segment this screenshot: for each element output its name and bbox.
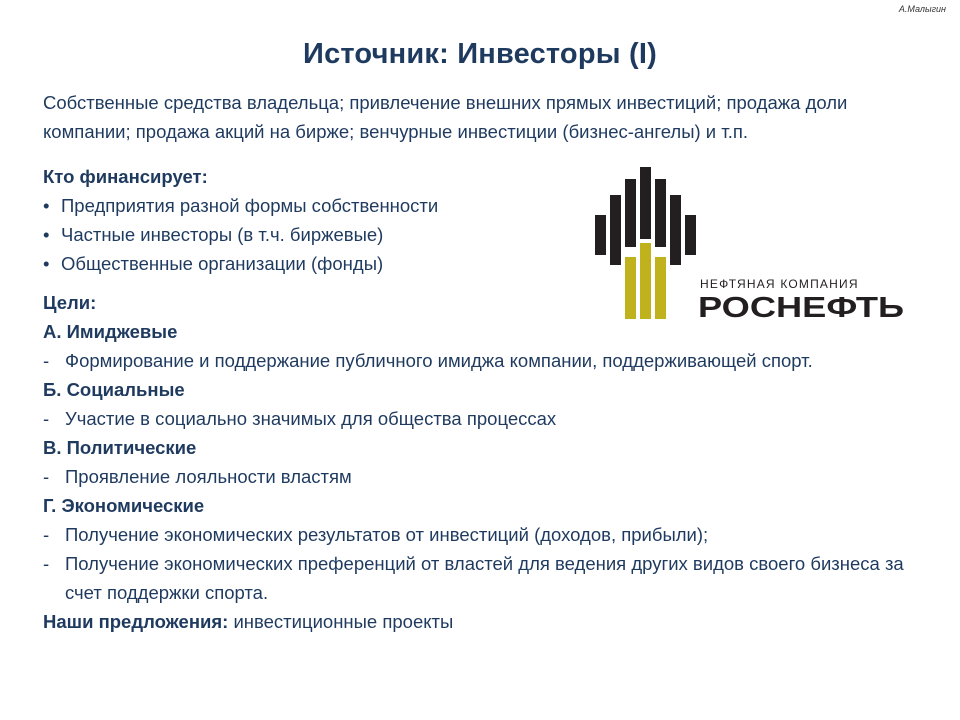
offer-line: Наши предложения: инвестиционные проекты [43, 611, 454, 632]
dash-marker: - [43, 466, 50, 487]
bullet-marker: • [43, 224, 50, 245]
list-item: • Общественные организации (фонды) [43, 249, 923, 278]
goal-c-heading: В. Политические [43, 437, 197, 458]
logo-tagline: НЕФТЯНАЯ КОМПАНИЯ [700, 277, 859, 291]
dash-marker: - [43, 408, 50, 429]
dash-marker: - [43, 350, 50, 371]
goal-a-heading: А. Имиджевые [43, 321, 178, 342]
bullet-marker: • [43, 253, 50, 274]
list-item: • Частные инвесторы (в т.ч. биржевые) [43, 220, 923, 249]
logo-name: РОСНЕФТЬ [698, 292, 904, 324]
goal-d-heading: Г. Экономические [43, 495, 205, 516]
author-label: А.Малыгин [898, 4, 946, 14]
rosneft-logo-graphic [590, 165, 910, 325]
slide-title: Источник: Инвесторы (I) [303, 38, 657, 70]
goal-b-heading: Б. Социальные [43, 379, 185, 400]
list-item: - Участие в социально значимых для общества процессах [43, 404, 923, 433]
who-heading: Кто финансирует: [43, 166, 208, 187]
list-item: - Формирование и поддержание публичного имиджа компании, поддерживающей спорт. [43, 346, 923, 375]
list-item: - Получение экономических результатов от инвестиций (доходов, прибыли); [43, 520, 923, 549]
bullet-marker: • [43, 195, 50, 216]
dash-marker: - [43, 553, 50, 574]
goals-heading: Цели: [43, 292, 97, 313]
list-item: - Проявление лояльности властям [43, 462, 923, 491]
intro-text: Собственные средства владельца; привлечение внешних прямых инвестиций; продажа доли компании; продажа акций на бирже; венчурные инвестиции (бизнес-ангелы) и т.п. [43, 92, 848, 142]
dash-marker: - [43, 524, 50, 545]
list-item: - Получение экономических преференций от властей для ведения других видов своего бизнеса за счет поддержки спорта. [43, 549, 923, 607]
logo-gold-bars [625, 243, 666, 319]
list-item: • Предприятия разной формы собственности [43, 191, 923, 220]
rosneft-logo [590, 165, 910, 325]
